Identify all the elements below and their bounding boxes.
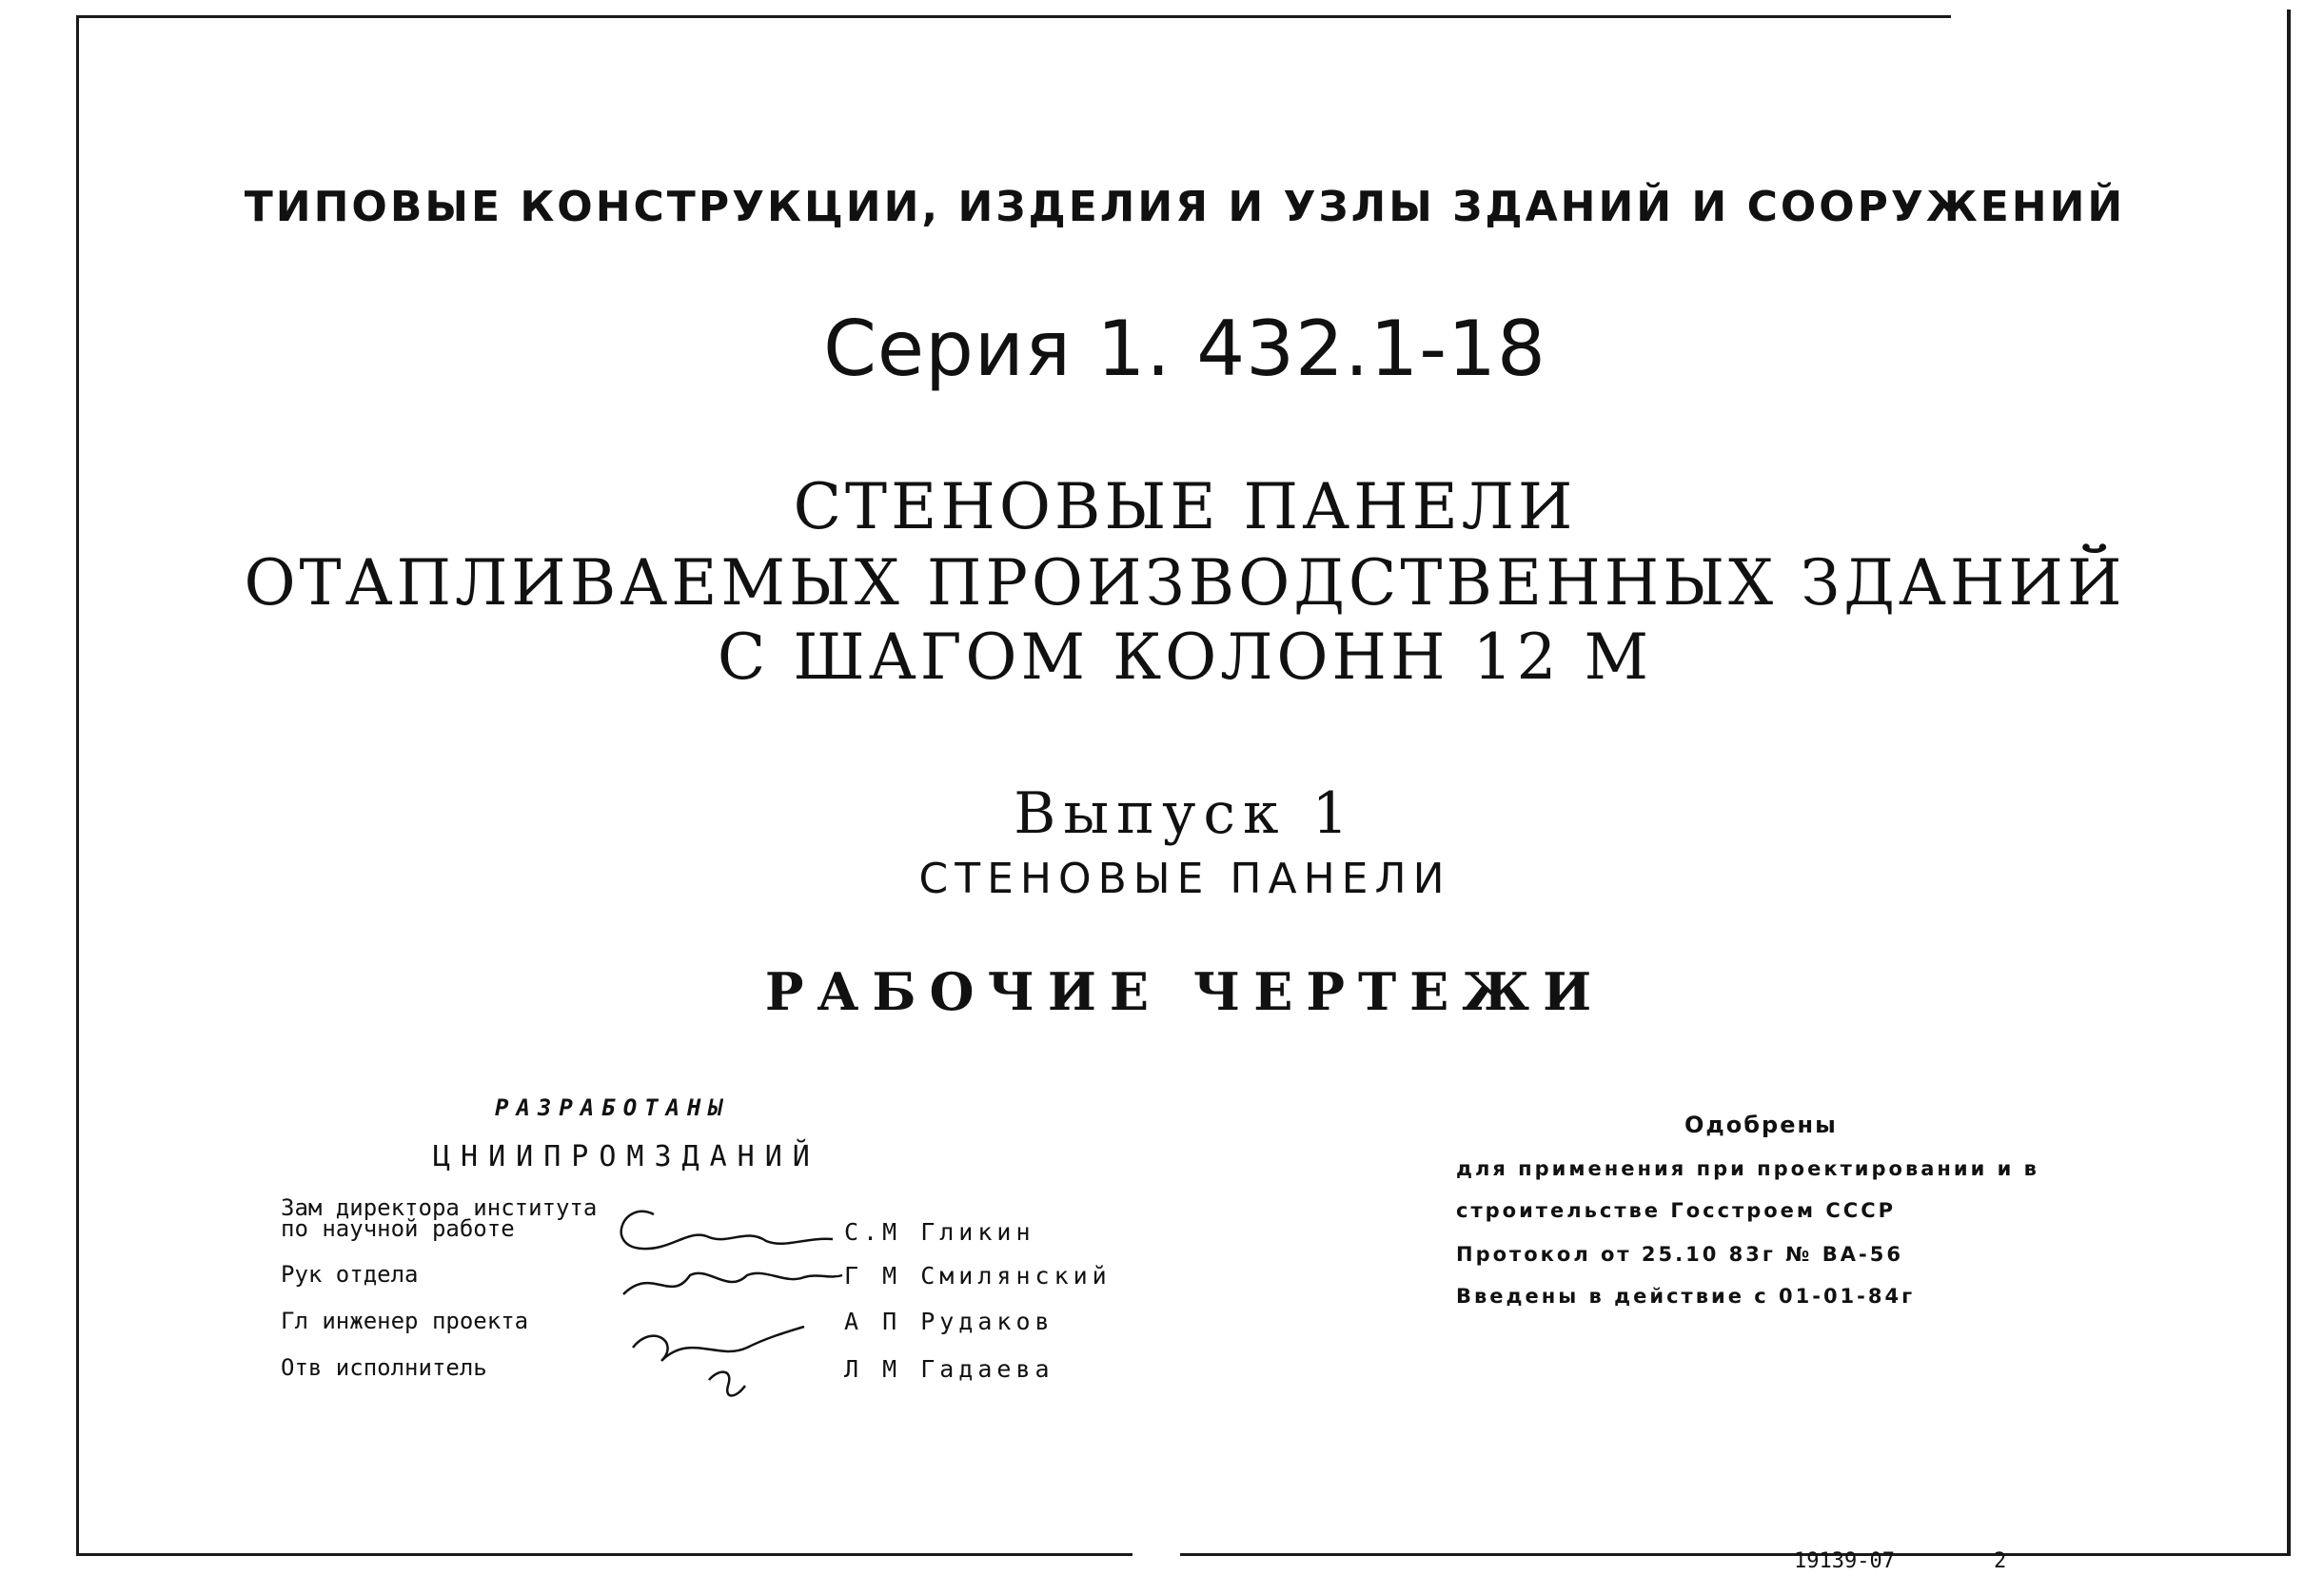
name-deputy-director: С.М Гликин	[844, 1218, 1035, 1246]
issue-subtitle: СТЕНОВЫЕ ПАНЕЛИ	[918, 855, 1451, 903]
approved-label: Одобрены	[1684, 1112, 1838, 1138]
signature-1	[621, 1212, 833, 1249]
signatures	[566, 1161, 852, 1409]
name-responsible-executor: Л М Гадаева	[844, 1355, 1054, 1383]
title-line-1: СТЕНОВЫЕ ПАНЕЛИ	[793, 470, 1577, 543]
series-number: Серия 1. 432.1-18	[823, 305, 1546, 393]
sheet-number: 2	[1994, 1549, 2007, 1573]
approval-line-1: для применения при проектировании и в	[1456, 1157, 2039, 1180]
signature-4	[709, 1372, 745, 1396]
frame-bottom-line-right	[1180, 1553, 2291, 1556]
supertitle: ТИПОВЫЕ КОНСТРУКЦИИ, ИЗДЕЛИЯ И УЗЛЫ ЗДАНИЙ И СООРУЖЕНИЙ	[244, 183, 2126, 231]
role-responsible-executor: Отв исполнитель	[281, 1354, 487, 1381]
role-deputy-director: Зам директора института по научной работе	[281, 1194, 598, 1242]
signature-2	[623, 1273, 842, 1294]
document-number: 19139-07	[1794, 1549, 1895, 1573]
issue-label: Выпуск 1	[1014, 780, 1356, 847]
name-chief-engineer: А П Рудаков	[844, 1308, 1054, 1335]
frame-bottom-line-left	[76, 1553, 1132, 1556]
approval-line-2: строительстве Госстроем СССР	[1456, 1199, 1897, 1222]
approval-line-3: Протокол от 25.10 83г № ВА-56	[1456, 1243, 1903, 1266]
title-line-3: С ШАГОМ КОЛОНН 12 М	[717, 621, 1653, 694]
frame-top-line	[76, 15, 1951, 18]
role-department-head: Рук отдела	[281, 1261, 419, 1288]
signature-3	[633, 1327, 804, 1361]
developer-organization: ЦНИИПРОМЗДАНИЙ	[433, 1140, 820, 1173]
developers-label: РАЗРАБОТАНЫ	[495, 1094, 730, 1121]
name-department-head: Г М Смилянский	[844, 1262, 1112, 1290]
working-drawings-title: РАБОЧИЕ ЧЕРТЕЖИ	[764, 961, 1605, 1022]
title-line-2: ОТАПЛИВАЕМЫХ ПРОИЗВОДСТВЕННЫХ ЗДАНИЙ	[244, 546, 2126, 620]
approval-line-4: Введены в действие с 01-01-84г	[1456, 1285, 1916, 1308]
role-chief-engineer: Гл инженер проекта	[281, 1308, 529, 1334]
